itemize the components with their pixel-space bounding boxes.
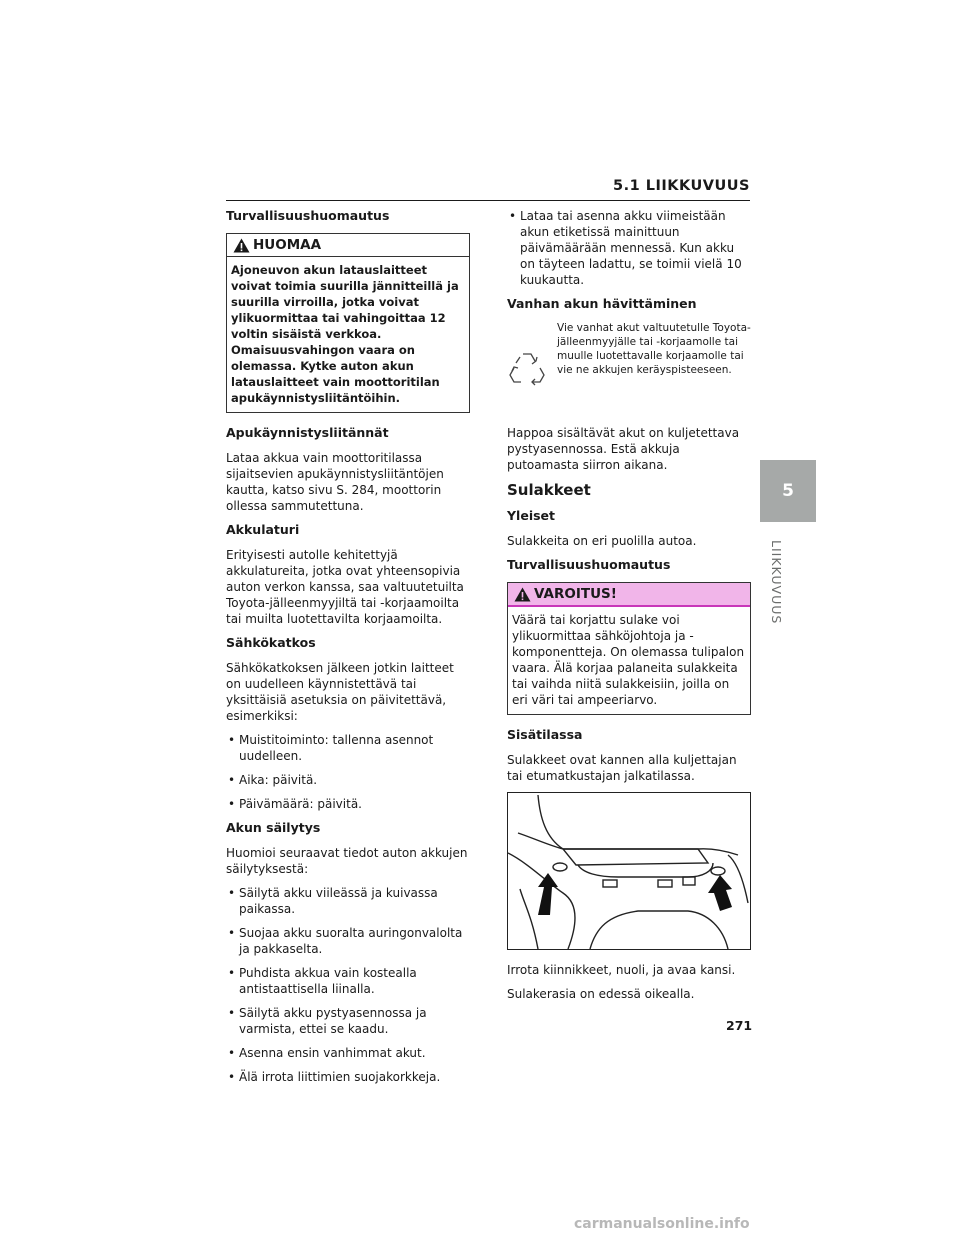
storage-list	[226, 885, 470, 1085]
list-item: • Säilytä akku pystyasennossa ja varmista, ettei se kaadu.	[228, 1006, 427, 1036]
warning-box	[507, 582, 751, 715]
page-number: 271	[726, 1018, 753, 1033]
after-photo-text-2: Sulakerasia on edessä oikealla.	[507, 987, 695, 1001]
warning-triangle-icon	[514, 587, 531, 602]
safety-heading-right: Turvallisuushuomautus	[507, 557, 671, 572]
warning-title: VAROITUS!	[534, 586, 617, 602]
interior-text: Sulakkeet ovat kannen alla kuljettajan tai etumatkustajan jalkatilassa.	[507, 753, 737, 783]
charger-text: Erityisesti autolle kehitettyjä akkulatureita, jotka ovat yhteensopivia auton verkon kanssa, saa valtuutetuilta Toyota-jälleenmyyjiltä tai -korjaamoilta tai muilta luotettavilta korjaamoilta.	[226, 548, 464, 626]
section-header: 5.1 LIIKKUVUUS	[226, 178, 750, 201]
warning-header	[508, 583, 750, 607]
footer-watermark: carmanualsonline.info	[574, 1216, 750, 1232]
fuses-heading: Sulakkeet	[507, 481, 591, 499]
disposal-note: Vie vanhat akut valtuutetulle Toyota-jälleenmyyjälle tai -korjaamolle tai muulle luotettavalle korjaamolle tai vie ne akkujen keräyspisteeseen.	[557, 322, 751, 376]
list-item: • Säilytä akku viileässä ja kuivassa paikassa.	[228, 886, 438, 916]
jump-text: Lataa akkua vain moottoritilassa sijaitsevien apukäynnistysliitäntöjen kautta, katso sivu S. 284, moottorin ollessa sammutettuna.	[226, 451, 444, 513]
fuse-cover-illustration	[507, 792, 751, 950]
warning-body	[508, 607, 750, 714]
disposal-text: Happoa sisältävät akut on kuljetettava pystyasennossa. Estä akkuja putoamasta siirron aikana.	[507, 426, 740, 472]
warning-triangle-icon	[233, 238, 250, 253]
caution-text: Ajoneuvon akun latauslaitteet voivat toimia suurilla jännitteillä ja suurilla virroilla, jotka voivat ylikuormittaa tai vahingoittaa 12 voltin sisäistä verkkoa. Omaisuusvahingon vaara on olemassa. Kytke auton akun latauslaitteet vain moottoritilan apukäynnistysliitäntöihin.	[231, 263, 459, 405]
safety-heading: Turvallisuushuomautus	[226, 208, 390, 223]
caution-box	[226, 233, 470, 413]
list-item: • Muistitoiminto: tallenna asennot uudelleen.	[228, 733, 434, 763]
chapter-tab: 5	[760, 460, 816, 522]
right-column	[507, 208, 751, 1010]
outage-list	[226, 732, 470, 812]
general-heading: Yleiset	[507, 508, 555, 523]
caution-header	[227, 234, 469, 257]
storage-heading: Akun säilytys	[226, 820, 321, 835]
jump-heading: Apukäynnistysliitännät	[226, 425, 389, 440]
recycle-note	[507, 321, 751, 415]
list-item: • Suojaa akku suoralta auringonvalolta ja pakkaselta.	[228, 926, 463, 956]
outage-heading: Sähkökatkos	[226, 635, 316, 650]
storage-text: Huomioi seuraavat tiedot auton akkujen säilytyksestä:	[226, 846, 468, 876]
disposal-heading: Vanhan akun hävittäminen	[507, 296, 697, 311]
caution-body	[227, 257, 469, 412]
top-list	[507, 208, 751, 288]
list-item: • Puhdista akkua vain kostealla antistaattisella liinalla.	[228, 966, 417, 996]
list-item: • Asenna ensin vanhimmat akut.	[228, 1046, 426, 1060]
list-item: • Lataa tai asenna akku viimeistään akun etiketissä mainittuun päivämäärään mennessä. Kun akku on täyteen ladattu, se toimii vielä 10 kuukautta.	[509, 209, 742, 287]
interior-heading: Sisätilassa	[507, 727, 583, 742]
left-column	[226, 208, 470, 1093]
list-item: • Aika: päivitä.	[228, 773, 318, 787]
general-text: Sulakkeita on eri puolilla autoa.	[507, 534, 697, 548]
outage-text: Sähkökatkoksen jälkeen jotkin laitteet on uudelleen käynnistettävä tai yksittäisiä asetuksia on päivitettävä, esimerkiksi:	[226, 661, 454, 723]
list-item: • Älä irrota liittimien suojakorkkeja.	[228, 1070, 441, 1084]
warning-text: Väärä tai korjattu sulake voi ylikuormittaa sähköjohtoja ja -komponentteja. On olemassa tulipalon vaara. Älä korjaa palaneita sulakkeita tai vaihda niitä sulakkeisiin, joilla on eri väri tai ampeeriarvo.	[512, 613, 745, 707]
chapter-label: LIIKKUVUUS	[769, 540, 784, 625]
caution-title: HUOMAA	[253, 237, 322, 253]
charger-heading: Akkulaturi	[226, 522, 300, 537]
recycle-icon	[507, 321, 547, 415]
list-item: • Päivämäärä: päivitä.	[228, 797, 362, 811]
after-photo-text-1: Irrota kiinnikkeet, nuoli, ja avaa kansi.	[507, 963, 736, 977]
